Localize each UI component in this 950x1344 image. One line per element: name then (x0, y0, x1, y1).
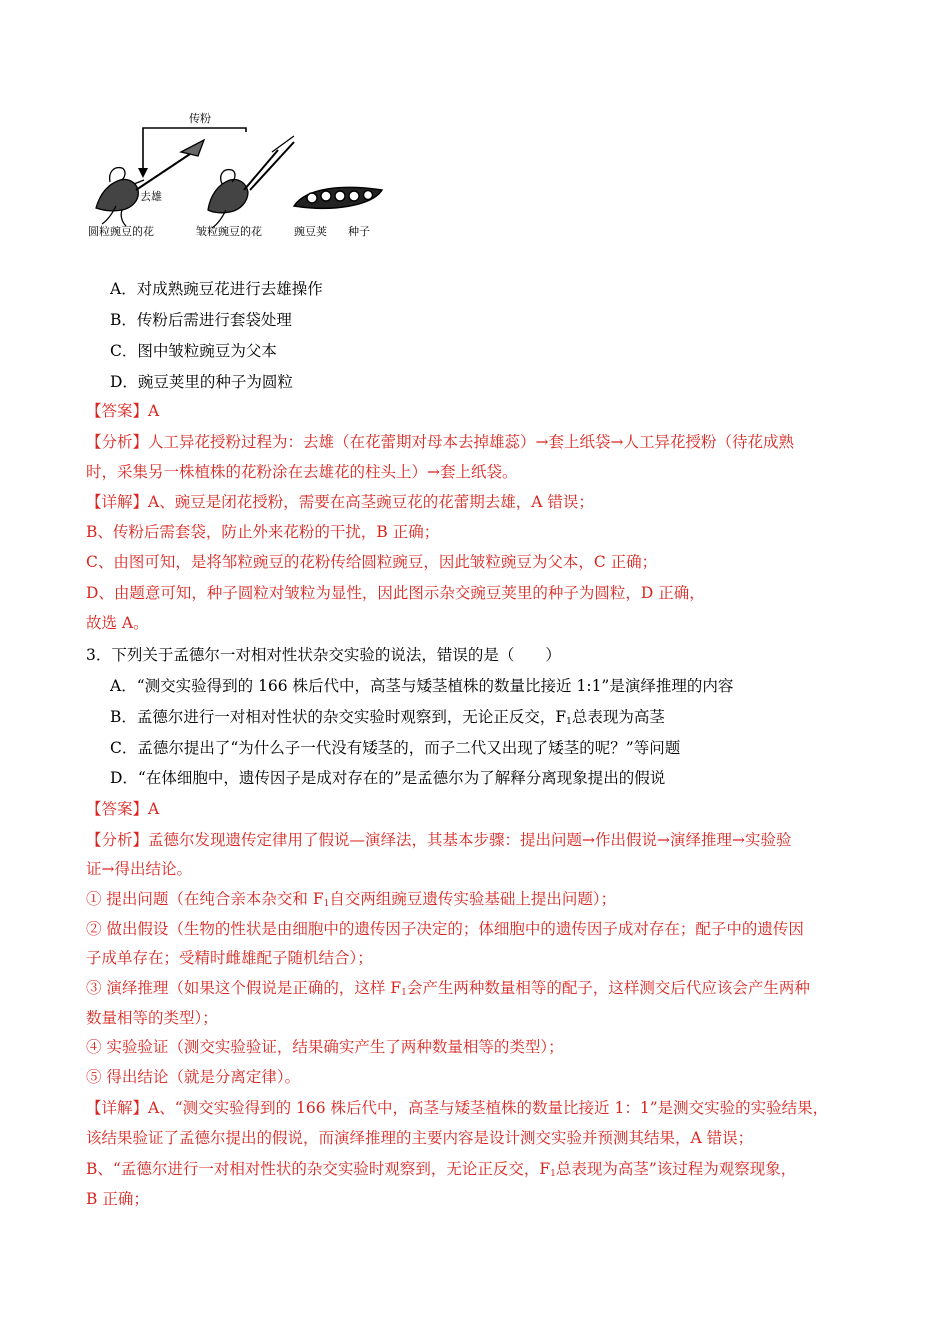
q3-analysis-line-2: 证→得出结论。 (86, 860, 192, 878)
q3-detail-line-2: 该结果验证了孟德尔提出的假说，而演绎推理的主要内容是设计测交实验并预测其结果，A 错误； (86, 1129, 754, 1147)
q3-detail-line-1: 【详解】A、“测交实验得到的 166 株后代中，高茎与矮茎植株的数量比接近 1：1”是测交实验的实验结果， (86, 1099, 829, 1117)
q3-step-2-line-1: ② 做出假设（生物的性状是由细胞中的遗传因子决定的；体细胞中的遗传因子成对存在；配子中的遗传因 (86, 920, 804, 938)
label-round-flower: 圆粒豌豆的花 (88, 225, 154, 238)
q3-analysis-line-1: 【分析】孟德尔发现遗传定律用了假说—演绎法，其基本步骤：提出问题→作出假说→演绎推理→实验验 (86, 831, 792, 849)
label-emasculate: 去雄 (140, 190, 162, 203)
q3-step-2-line-2: 子成单存在；受精时雌雄配子随机结合）； (86, 949, 373, 967)
q2-option-d: D．豌豆荚里的种子为圆粒 (110, 373, 293, 391)
pea-pod-drawing (294, 187, 382, 208)
arrow-head (138, 168, 148, 178)
q2-analysis-line-2: 时，采集另一株植株的花粉涂在去雄花的柱头上）→套上纸袋。 (86, 463, 518, 481)
q3-option-a: A．“测交实验得到的 166 株后代中，高茎与矮茎植株的数量比接近 1:1”是演绎推理的内容 (110, 677, 734, 695)
wrinkled-pea-flower-drawing (208, 136, 294, 228)
q2-analysis-line-1: 【分析】人工异花授粉过程为：去雄（在花蕾期对母本去掉雄蕊）→套上纸袋→人工异花授粉（待花成熟 (86, 433, 794, 451)
label-pollinate: 传粉 (189, 112, 211, 125)
q3-step-1: ① 提出问题（在纯合亲本杂交和 $F_1$自交两组豌豆遗传实验基础上提出问题）； (86, 890, 617, 909)
label-pod: 豌豆荚 (294, 225, 327, 238)
label-seed: 种子 (348, 225, 370, 238)
q2-option-c: C．图中皱粒豌豆为父本 (110, 342, 277, 360)
q3-option-b: B．孟德尔进行一对相对性状的杂交实验时观察到，无论正反交，$F_1$总表现为高茎 (110, 708, 665, 727)
pea-pollination-figure (86, 110, 386, 245)
q3-detail-line-3: B、“孟德尔进行一对相对性状的杂交实验时观察到，无论正反交，$F_1$总表现为高茎”该过程为观察现象， (86, 1160, 797, 1179)
q2-option-a: A．对成熟豌豆花进行去雄操作 (110, 280, 323, 298)
q2-detail-line-1: 【详解】A、豌豆是闭花授粉，需要在高茎豌豆花的花蕾期去雄，A 错误； (86, 493, 594, 511)
q2-detail-line-5: 故选 A。 (86, 614, 149, 632)
q3-stem: 3．下列关于孟德尔一对相对性状杂交实验的说法，错误的是（ ） (86, 646, 561, 664)
pollination-diagram (86, 110, 386, 245)
q3-option-c: C．孟德尔提出了“为什么子一代没有矮茎的，而子二代又出现了矮茎的呢？”等问题 (110, 739, 681, 757)
q2-detail-line-2: B、传粉后需套袋，防止外来花粉的干扰，B 正确； (86, 523, 440, 541)
q3-step-3-line-2: 数量相等的类型）； (86, 1009, 218, 1027)
q2-option-b: B．传粉后需进行套袋处理 (110, 311, 292, 329)
q3-step-4: ④ 实验验证（测交实验验证，结果确实产生了两种数量相等的类型）； (86, 1038, 564, 1056)
q3-step-3-line-1: ③ 演绎推理（如果这个假说是正确的，这样 $F_1$会产生两种数量相等的配子，这样测交后代应该会产生两种 (86, 979, 810, 998)
q2-answer: 【答案】A (86, 402, 160, 420)
q3-detail-line-4: B 正确； (86, 1190, 149, 1208)
q2-detail-line-3: C、由图可知，是将邹粒豌豆的花粉传给圆粒豌豆，因此皱粒豌豆为父本，C 正确； (86, 553, 658, 571)
q3-step-5: ⑤ 得出结论（就是分离定律）。 (86, 1068, 301, 1086)
q3-option-d: D．“在体细胞中，遗传因子是成对存在的”是孟德尔为了解释分离现象提出的假说 (110, 769, 666, 787)
label-wrinkled-flower: 皱粒豌豆的花 (196, 225, 262, 238)
q3-answer: 【答案】A (86, 800, 160, 818)
round-pea-flower-drawing (96, 140, 204, 226)
q2-detail-line-4: D、由题意可知，种子圆粒对皱粒为显性，因此图示杂交豌豆荚里的种子为圆粒，D 正确， (86, 584, 705, 602)
